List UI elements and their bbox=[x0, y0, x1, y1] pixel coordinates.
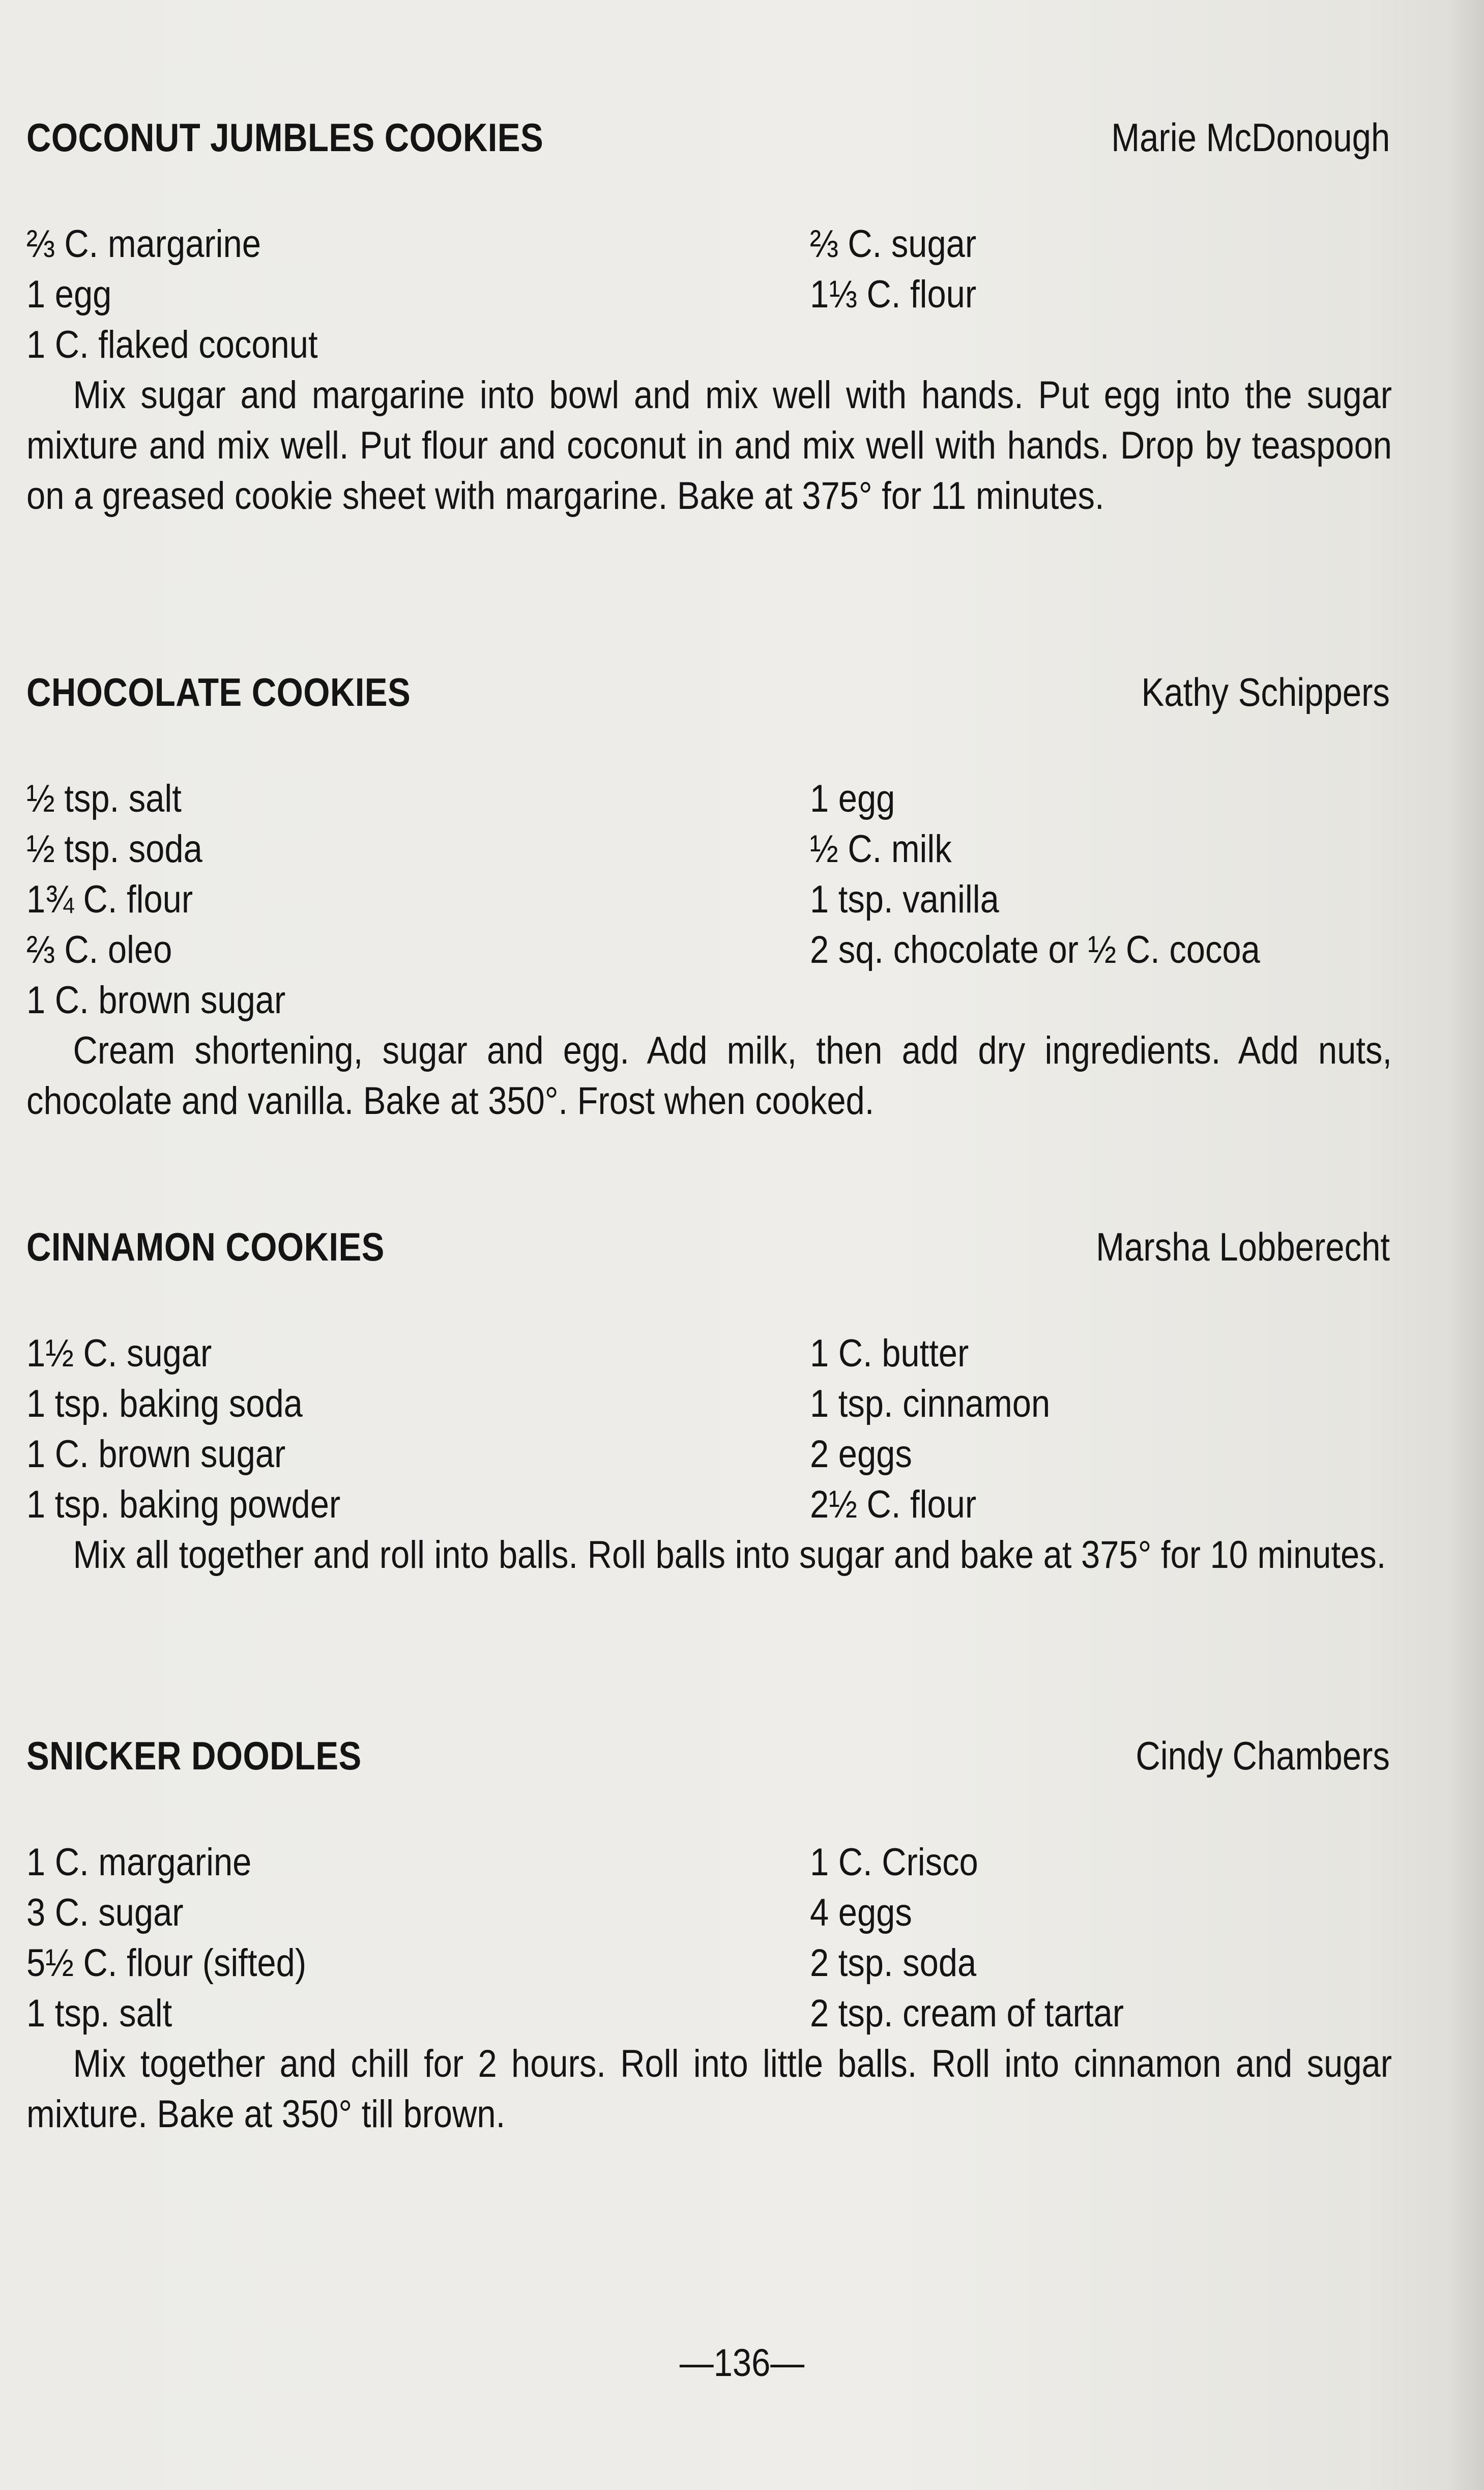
ingredient: 1 tsp. baking soda bbox=[26, 1382, 303, 1425]
ingredient: 2 sq. chocolate or ½ C. cocoa bbox=[810, 928, 1260, 971]
recipe-header bbox=[26, 1224, 1390, 1280]
ingredient: 2 tsp. soda bbox=[810, 1941, 977, 1985]
recipe-title: SNICKER DOODLES bbox=[26, 1733, 362, 1778]
ingredient: 1¾ C. flour bbox=[26, 878, 193, 921]
ingredient: 1 tsp. cinnamon bbox=[810, 1382, 1051, 1425]
ingredient: 2 tsp. cream of tartar bbox=[810, 1992, 1124, 2035]
ingredient: 1 C. butter bbox=[810, 1332, 969, 1375]
ingredient-list bbox=[26, 1328, 1390, 1530]
ingredient-empty bbox=[810, 320, 1320, 370]
recipe-header bbox=[26, 1733, 1390, 1789]
ingredient: ⅔ C. oleo bbox=[26, 928, 172, 971]
ingredient: 1 C. brown sugar bbox=[26, 1433, 286, 1476]
ingredient: 2½ C. flour bbox=[810, 1483, 977, 1526]
ingredient: 3 C. sugar bbox=[26, 1891, 184, 1934]
ingredient: ⅔ C. margarine bbox=[26, 222, 261, 266]
recipe-method: Mix sugar and margarine into bowl and mix well with hands. Put egg into the sugar mixture and mix well. Put flour and coconut in and mix well with hands. Drop by teaspoon on a greased cookie sheet with margarine. Bake at 375° for 11 minutes. bbox=[26, 374, 1392, 518]
ingredient: 1 C. Crisco bbox=[810, 1841, 978, 1884]
ingredient: ⅔ C. sugar bbox=[810, 222, 977, 266]
ingredient: ½ tsp. salt bbox=[26, 777, 182, 820]
page-number: —136— bbox=[679, 2341, 805, 2385]
recipe-snicker-doodles bbox=[26, 1733, 1390, 2139]
recipe-header bbox=[26, 115, 1390, 170]
ingredient: ½ tsp. soda bbox=[26, 827, 202, 871]
ingredient: 1 C. brown sugar bbox=[26, 979, 286, 1022]
ingredient-list bbox=[26, 219, 1390, 370]
ingredient: 2 eggs bbox=[810, 1433, 912, 1476]
recipe-method: Cream shortening, sugar and egg. Add milk, then add dry ingredients. Add nuts, chocolate and vanilla. Bake at 350°. Frost when cooked. bbox=[26, 1029, 1392, 1123]
ingredient: 1 tsp. vanilla bbox=[810, 878, 999, 921]
ingredient: 1 tsp. baking powder bbox=[26, 1483, 341, 1526]
ingredient: 1 C. flaked coconut bbox=[26, 323, 318, 366]
recipe-title: COCONUT JUMBLES COOKIES bbox=[26, 115, 544, 160]
ingredient: 1 egg bbox=[26, 273, 112, 316]
recipe-author: Kathy Schippers bbox=[1141, 670, 1390, 714]
recipe-title: CINNAMON COOKIES bbox=[26, 1224, 385, 1269]
recipe-author: Marsha Lobberecht bbox=[1096, 1224, 1390, 1269]
recipe-header bbox=[26, 669, 1390, 725]
recipe-method: Mix together and chill for 2 hours. Roll into little balls. Roll into cinnamon and sugar mixture. Bake at 350° till brown. bbox=[26, 2042, 1392, 2136]
recipe-chocolate-cookies bbox=[26, 669, 1390, 1126]
ingredient-empty bbox=[810, 975, 1320, 1025]
recipe-author: Marie McDonough bbox=[1111, 115, 1390, 160]
ingredient: ½ C. milk bbox=[810, 827, 952, 871]
ingredient: 1 C. margarine bbox=[26, 1841, 252, 1884]
ingredient-list bbox=[26, 1837, 1390, 2039]
recipe-method: Mix all together and roll into balls. Roll balls into sugar and bake at 375° for 10 minutes. bbox=[73, 1533, 1386, 1577]
ingredient: 4 eggs bbox=[810, 1891, 912, 1934]
page-edge-shadow bbox=[1448, 0, 1484, 2490]
ingredient: 1 tsp. salt bbox=[26, 1992, 172, 2035]
ingredient: 1 egg bbox=[810, 777, 895, 820]
ingredient: 1½ C. sugar bbox=[26, 1332, 212, 1375]
ingredient: 1⅓ C. flour bbox=[810, 273, 977, 316]
recipe-coconut-jumbles bbox=[26, 115, 1390, 521]
ingredient-list bbox=[26, 774, 1390, 1025]
recipe-cinnamon-cookies bbox=[26, 1224, 1390, 1580]
ingredient: 5½ C. flour (sifted) bbox=[26, 1941, 307, 1985]
recipe-author: Cindy Chambers bbox=[1136, 1733, 1390, 1778]
recipe-title: CHOCOLATE COOKIES bbox=[26, 670, 411, 714]
